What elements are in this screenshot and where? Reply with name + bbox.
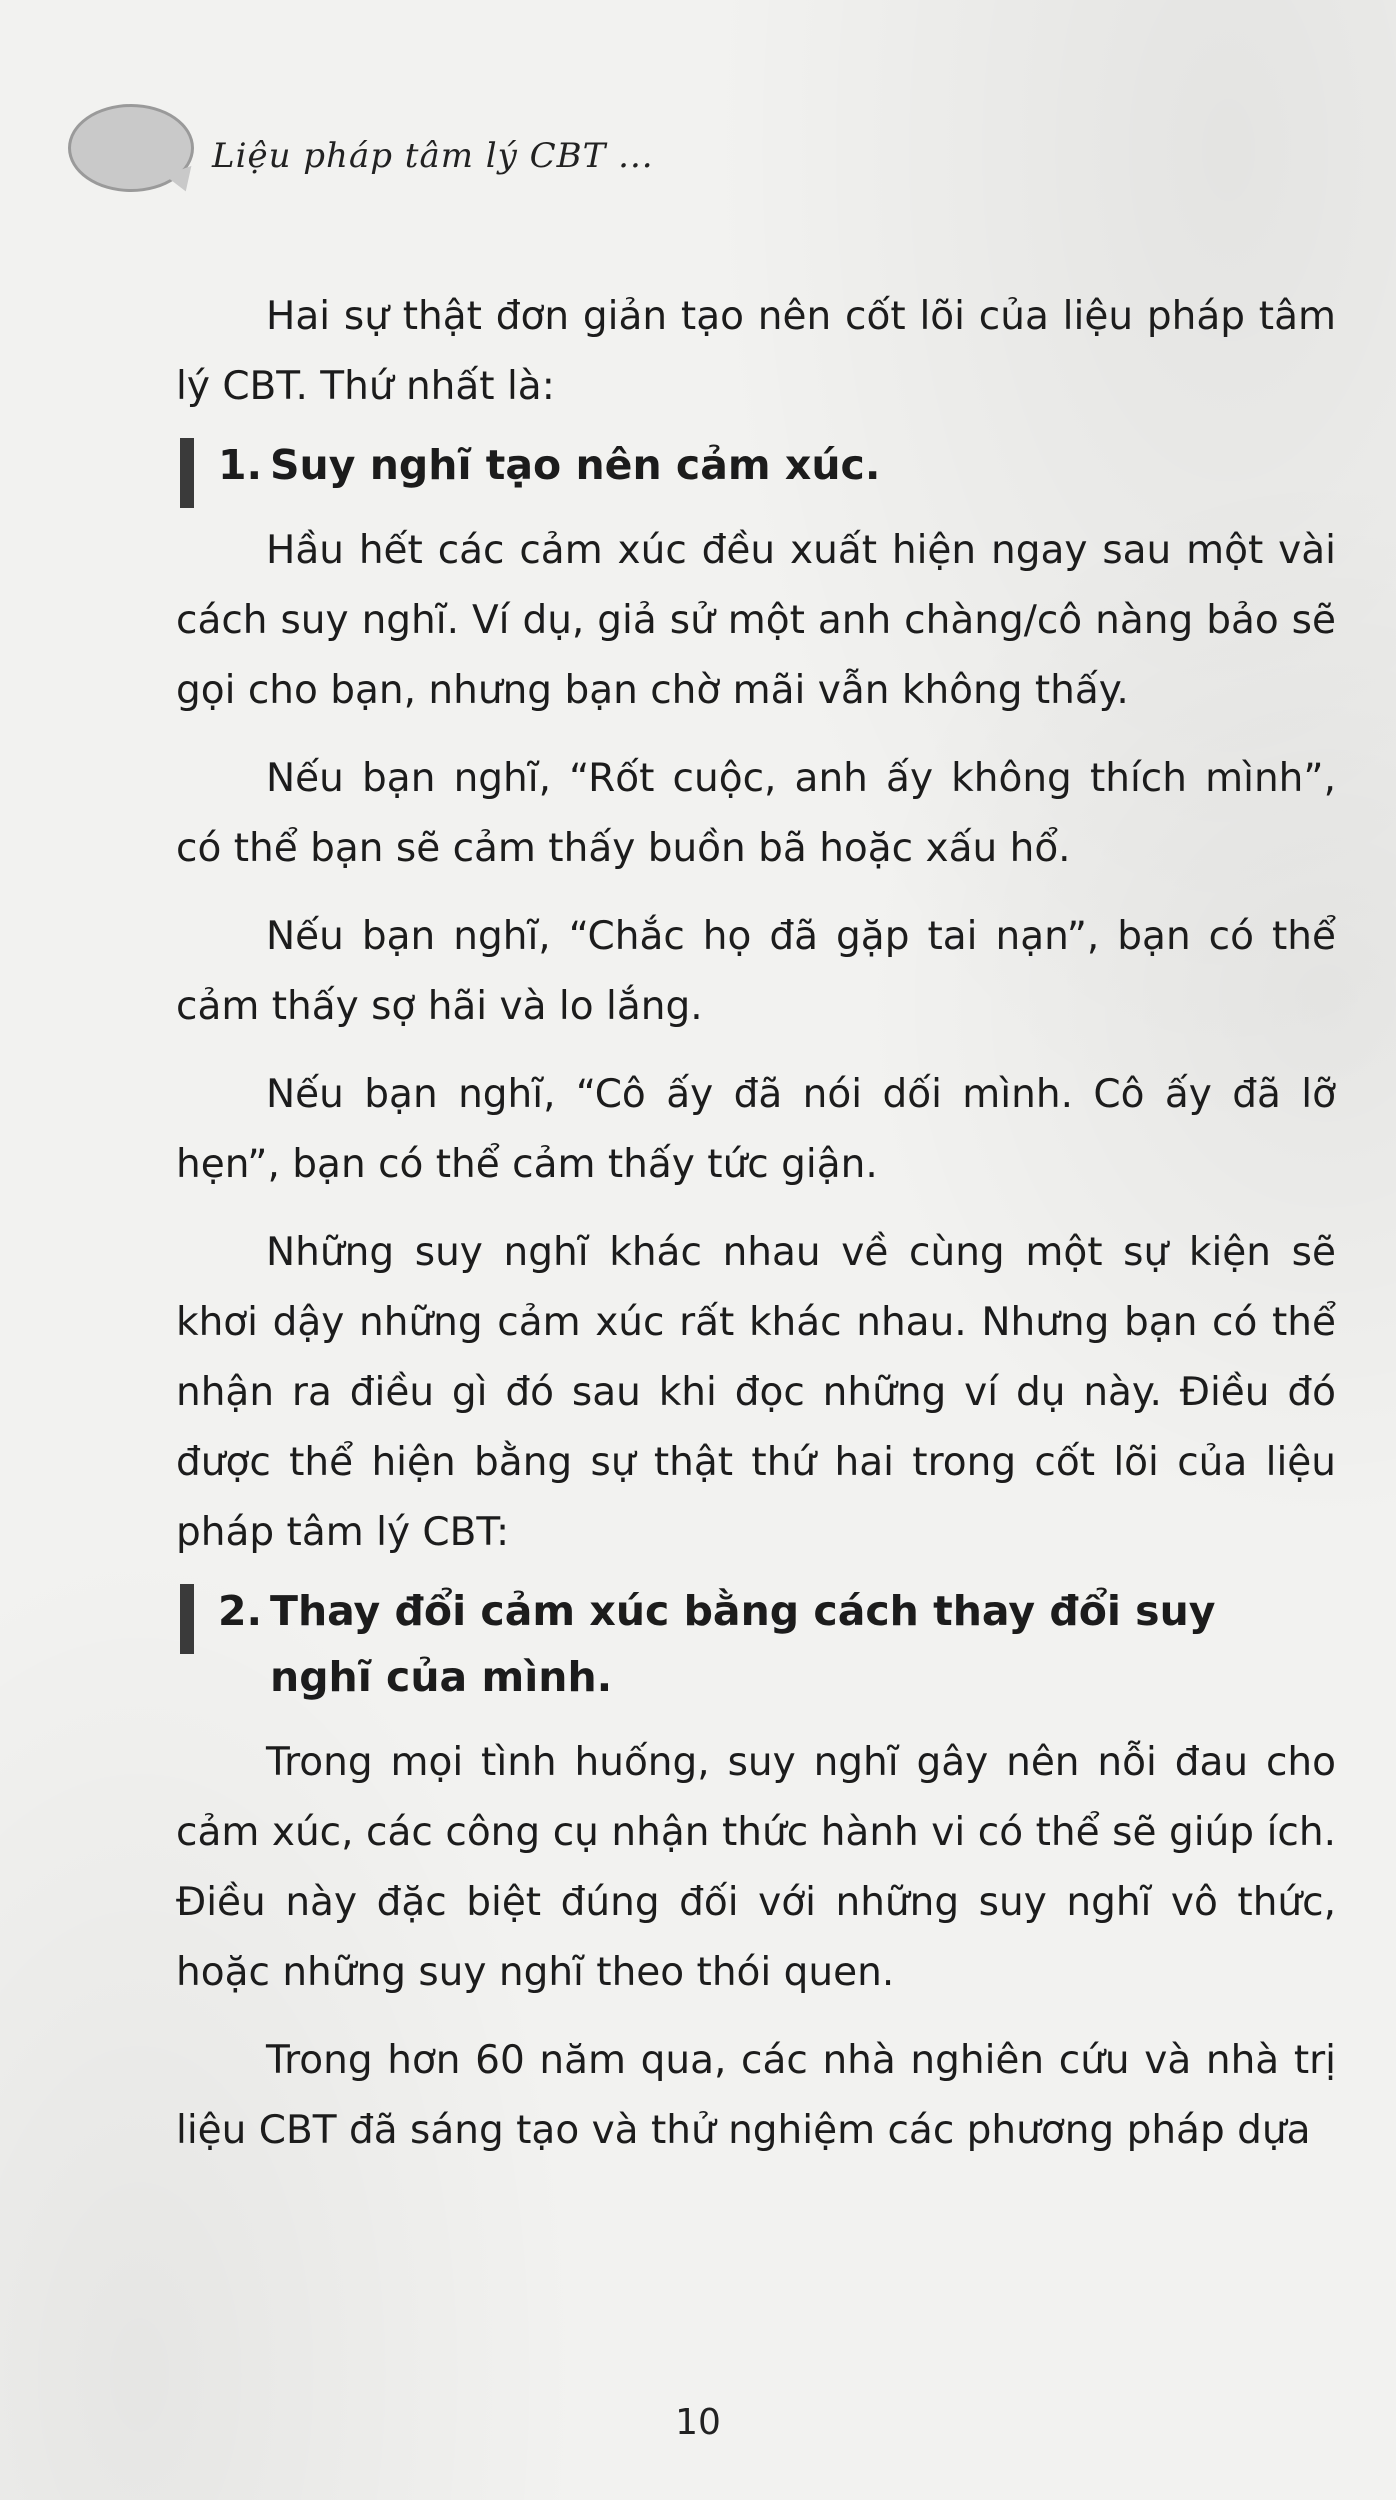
- paragraph-5: Những suy nghĩ khác nhau về cùng một sự kiện sẽ khơi dậy những cảm xúc rất khác nhau. Nhưng bạn có thể nhận ra điều gì đó sau khi đọc những ví dụ này. Điều đó được thể hiện bằng sự thật thứ hai trong cốt lõi của liệu pháp tâm lý CBT:: [176, 1230, 1336, 1555]
- intro-paragraph: Hai sự thật đơn giản tạo nên cốt lõi của liệu pháp tâm lý CBT. Thứ nhất là:: [176, 294, 1336, 409]
- heading-bar: [180, 438, 194, 508]
- heading-1-text: Suy nghĩ tạo nên cảm xúc.: [270, 441, 881, 489]
- heading-1-number: 1.: [218, 441, 263, 489]
- heading-bar: [180, 1584, 194, 1654]
- heading-2-number: 2.: [218, 1587, 263, 1635]
- paragraph-4: Nếu bạn nghĩ, “Cô ấy đã nói dối mình. Cô ấy đã lỡ hẹn”, bạn có thể cảm thấy tức giận.: [176, 1072, 1336, 1187]
- page-header: [60, 100, 760, 200]
- heading-2: [176, 1578, 1336, 1710]
- heading-1: [176, 432, 1336, 498]
- paragraph-7: Trong hơn 60 năm qua, các nhà nghiên cứu và nhà trị liệu CBT đã sáng tạo và thử nghiệm các phương pháp dựa: [176, 2038, 1336, 2153]
- page-content: [176, 282, 1336, 2166]
- paragraph-1: Hầu hết các cảm xúc đều xuất hiện ngay sau một vài cách suy nghĩ. Ví dụ, giả sử một anh chàng/cô nàng bảo sẽ gọi cho bạn, nhưng bạn chờ mãi vẫn không thấy.: [176, 528, 1336, 713]
- paragraph-2: Nếu bạn nghĩ, “Rốt cuộc, anh ấy không thích mình”, có thể bạn sẽ cảm thấy buồn bã hoặc xấu hổ.: [176, 756, 1336, 871]
- heading-2-text: Thay đổi cảm xúc bằng cách thay đổi suy nghĩ của mình.: [270, 1587, 1216, 1701]
- paragraph-3: Nếu bạn nghĩ, “Chắc họ đã gặp tai nạn”, bạn có thể cảm thấy sợ hãi và lo lắng.: [176, 914, 1336, 1029]
- running-head: Liệu pháp tâm lý CBT ...: [212, 136, 654, 176]
- paragraph-6: Trong mọi tình huống, suy nghĩ gây nên nỗi đau cho cảm xúc, các công cụ nhận thức hành vi có thể sẽ giúp ích. Điều này đặc biệt đúng đối với những suy nghĩ vô thức, hoặc những suy nghĩ theo thói quen.: [176, 1740, 1336, 1995]
- page-number: 10: [675, 2402, 721, 2443]
